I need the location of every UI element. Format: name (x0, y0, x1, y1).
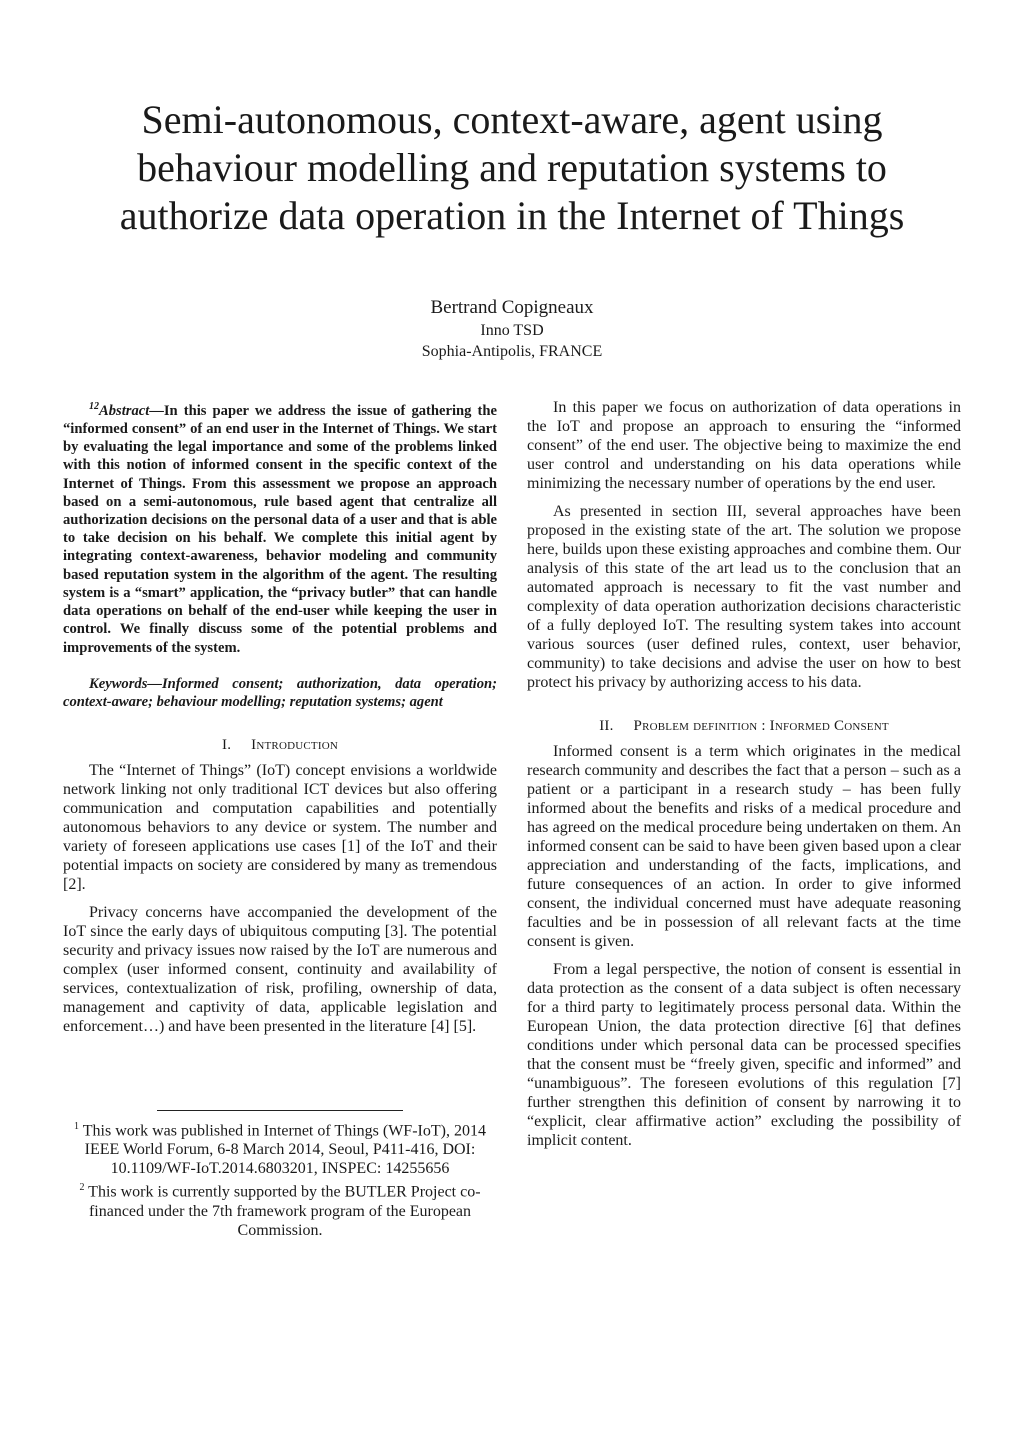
paragraph: Informed consent is a term which originates in the medical research community and describes the fact that a person – such as a patient or a participant in a research study – has been fully informed about the benefits and risks of a medical procedure and has agreed on the medical procedure being undertaken on them. An informed consent can be said to have been given based upon a clear appreciation and understanding of the facts, implications, and future consequences of an action. In order to give informed consent, the individual concerned must have adequate reasoning faculties and be in possession of all relevant facts at the time consent is given. (527, 743, 961, 950)
footnote-text: This work is currently supported by the BUTLER Project co-financed under the 7th framework program of the European Commission. (88, 1183, 481, 1239)
section-heading-problem-definition (527, 716, 961, 736)
footnote (63, 1117, 497, 1178)
paragraph: The “Internet of Things” (IoT) concept envisions a worldwide network linking not only traditional ICT devices but also offering communication and computation capabilities and potentially autonomous behaviors to any device or system. The number and variety of foreseen applications use cases [1] of the IoT and their potential impacts on society are considered by many as tremendous [2]. (63, 762, 497, 894)
paragraph: From a legal perspective, the notion of consent is essential in data protection as the consent of a data subject is often necessary for a third party to legitimately process personal data. Within the European Union, the data protection directive [6] that defines conditions under which personal data can be processed specifies that the consent must be “freely given, specific and informed” and “unambiguous”. The foreseen evolutions of this regulation [7] further strengthen this definition of consent by narrowing it to “explicit, clear affirmative action” excluding the possibility of implicit content. (527, 961, 961, 1149)
footnotes (63, 1117, 497, 1240)
section-title: Introduction (251, 737, 338, 754)
paragraph: Privacy concerns have accompanied the development of the IoT since the early days of ubiquitous computing [3]. The potential security and privacy issues now raised by the IoT are numerous and complex (user informed consent, continuity and availability of services, contextualization of risk, profiling, ownership of data, management and captivity of data, applicable legislation and enforcement…) and have been presented in the literature [4] [5]. (63, 904, 497, 1036)
abstract-label: Abstract (99, 402, 150, 419)
paragraph: In this paper we focus on authorization of data operations in the IoT and propose an approach to ensuring the “informed consent” of the end user. The objective being to maximize the end user control and understanding on his data operations while minimizing the necessary number of operations by the end user. (527, 399, 961, 492)
footnote-rule (157, 1110, 403, 1111)
footnote-text: This work was published in Internet of Things (WF-IoT), 2014 IEEE World Forum, 6-8 March 2014, Seoul, P411-416, DOI: 10.1109/WF-IoT.2014.6803201, INSPEC: 14255656 (82, 1122, 486, 1178)
abstract (63, 398, 497, 657)
keywords: Keywords—Informed consent; authorization, data operation; context-aware; behaviour modelling; reputation systems; agent (63, 675, 497, 710)
author-location: Sophia-Antipolis, FRANCE (421, 343, 603, 360)
title-line: Semi-autonomous, context-aware, agent using (141, 97, 883, 142)
abstract-footnote-marker: 12 (89, 401, 99, 412)
paper-title (0, 96, 1024, 240)
right-column (527, 398, 961, 1150)
section-heading-introduction (63, 735, 497, 755)
title-line: authorize data operation in the Internet of Things (119, 193, 905, 238)
section-number: II. (599, 718, 614, 734)
footnote-marker: 1 (74, 1121, 80, 1132)
left-column (63, 398, 497, 1036)
author-organization: Inno TSD (480, 322, 544, 339)
section-number: I. (222, 737, 232, 754)
abstract-text: —In this paper we address the issue of gathering the “informed consent” of an end user in the Internet of Things. We start by evaluating the legal importance and some of the problems linked with this notion of informed consent in the specific context of the Internet of Things. From this assessment we propose an approach based on a semi-autonomous, rule based agent that centralize all authorization decisions on the personal data of a user and that is able to take decision on his behalf. We complete this initial agent by integrating context-awareness, behavior modeling and community based reputation system in the algorithm of the agent. The resulting system is a “smart” application, the “privacy butler” that can handle data operations on behalf of the end-user while keeping the user in control. We finally discuss some of the potential problems and improvements of the system. (63, 402, 497, 656)
title-line: behaviour modelling and reputation systems to (137, 145, 887, 190)
author-name: Bertrand Copigneaux (430, 297, 594, 318)
author-block (0, 296, 1024, 362)
section-title: Problem definition : Informed Consent (633, 718, 889, 734)
footnote-marker: 2 (79, 1182, 85, 1194)
footnote (63, 1178, 497, 1239)
paragraph: As presented in section III, several approaches have been proposed in the existing state of the art. The solution we propose here, builds upon these existing approaches and combine them. Our analysis of this state of the art lead us to the conclusion that an automated approach is necessary to fit the vast number and complexity of data operation authorization decisions characteristic of a fully deployed IoT. The resulting system takes into account various sources (user defined rules, context, user behavior, community) to take decisions and advise the user on how to best protect his privacy by authorizing access to his data. (527, 503, 961, 691)
